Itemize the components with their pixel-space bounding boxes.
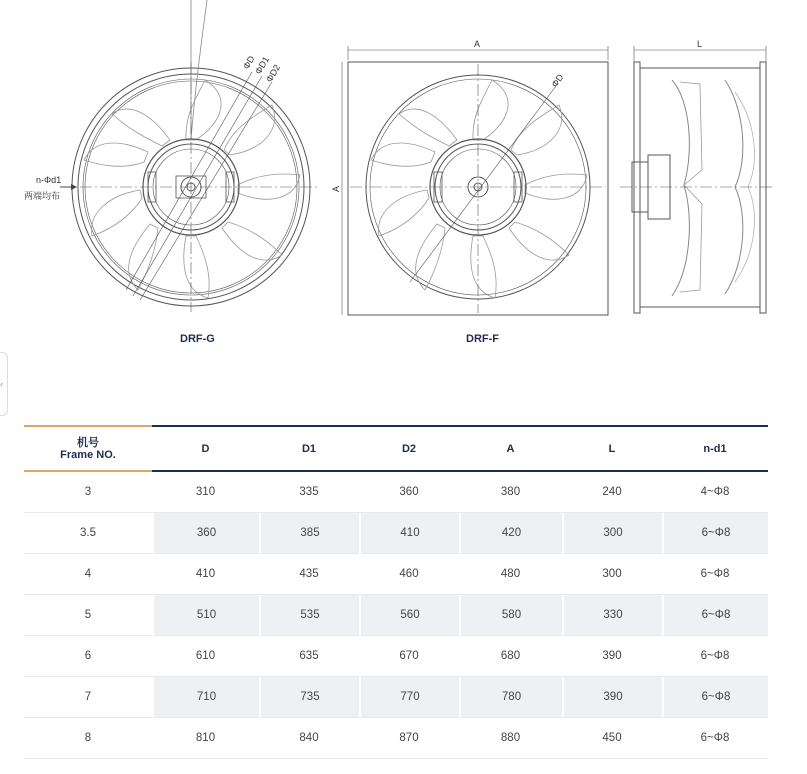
drf-g-holes-label: n-Φd1 [36,175,62,185]
cell-nd1: 6~Φ8 [662,513,768,554]
cell-nd1: 6~Φ8 [662,677,768,718]
cell-l: 390 [562,636,662,677]
cell-d1: 335 [259,472,359,513]
drf-f-drawing [342,46,608,315]
header-l: L [562,425,662,472]
cell-frame: 6 [24,636,152,677]
header-frame-en: Frame NO. [60,448,116,461]
header-frame-cn: 机号 [77,436,99,449]
cell-d2: 870 [359,718,459,759]
cell-d2: 460 [359,554,459,595]
cell-frame: 3 [24,472,152,513]
header-nd1: n-d1 [662,425,768,472]
drf-g-phi-d-label: ΦD [241,54,257,71]
cell-frame: 3.5 [24,513,152,554]
cell-frame: 4 [24,554,152,595]
cell-d1: 535 [259,595,359,636]
drf-g-holes-note: 两端均布 [24,191,61,201]
header-d1: D1 [259,425,359,472]
cell-d: 710 [152,677,259,718]
cell-l: 390 [562,677,662,718]
cell-frame: 7 [24,677,152,718]
cell-nd1: 6~Φ8 [662,554,768,595]
drf-f-width-label: A [474,39,481,49]
table-row [24,595,768,636]
table-row [24,554,768,595]
side-view-drawing [620,46,772,313]
cell-d2: 560 [359,595,459,636]
table-row [24,677,768,718]
side-length-label: L [697,39,703,49]
cell-l: 330 [562,595,662,636]
cell-d2: 360 [359,472,459,513]
table-header-row [24,425,768,472]
drf-f-height-label: A [331,185,341,192]
cell-l: 240 [562,472,662,513]
table-row [24,472,768,513]
table-row [24,718,768,759]
cell-d1: 435 [259,554,359,595]
cell-l: 300 [562,513,662,554]
cell-d1: 735 [259,677,359,718]
cell-a: 420 [459,513,562,554]
cell-nd1: 6~Φ8 [662,718,768,759]
cell-nd1: 6~Φ8 [662,636,768,677]
cell-d1: 635 [259,636,359,677]
header-a: A [459,425,562,472]
cell-nd1: 6~Φ8 [662,595,768,636]
drf-g-caption: DRF-G [180,333,215,345]
cell-d: 810 [152,718,259,759]
table-row [24,513,768,554]
cell-d2: 670 [359,636,459,677]
drf-g-phi-d2-label: ΦD2 [264,62,283,84]
drf-g-phi-d1-label: ΦD1 [253,54,272,76]
cell-d2: 770 [359,677,459,718]
cell-d: 610 [152,636,259,677]
cell-frame: 5 [24,595,152,636]
cell-d: 360 [152,513,259,554]
cell-a: 580 [459,595,562,636]
cell-d1: 385 [259,513,359,554]
cell-d2: 410 [359,513,459,554]
header-d2: D2 [359,425,459,472]
cell-a: 480 [459,554,562,595]
side-tab-glyph: ‹ [0,379,3,389]
cell-d: 310 [152,472,259,513]
drf-g-drawing [60,0,318,312]
drf-f-caption: DRF-F [466,333,499,345]
cell-a: 780 [459,677,562,718]
cell-nd1: 4~Φ8 [662,472,768,513]
drf-f-phi-d-label: ΦD [549,72,566,90]
cell-l: 300 [562,554,662,595]
cell-a: 880 [459,718,562,759]
cell-d1: 840 [259,718,359,759]
spec-table [24,425,768,759]
cell-d: 410 [152,554,259,595]
side-tab[interactable] [0,352,8,416]
cell-frame: 8 [24,718,152,759]
table-row [24,636,768,677]
cell-a: 680 [459,636,562,677]
header-d: D [152,425,259,472]
cell-d: 510 [152,595,259,636]
technical-drawings [0,0,807,360]
header-frame-no [24,425,152,472]
cell-l: 450 [562,718,662,759]
cell-a: 380 [459,472,562,513]
